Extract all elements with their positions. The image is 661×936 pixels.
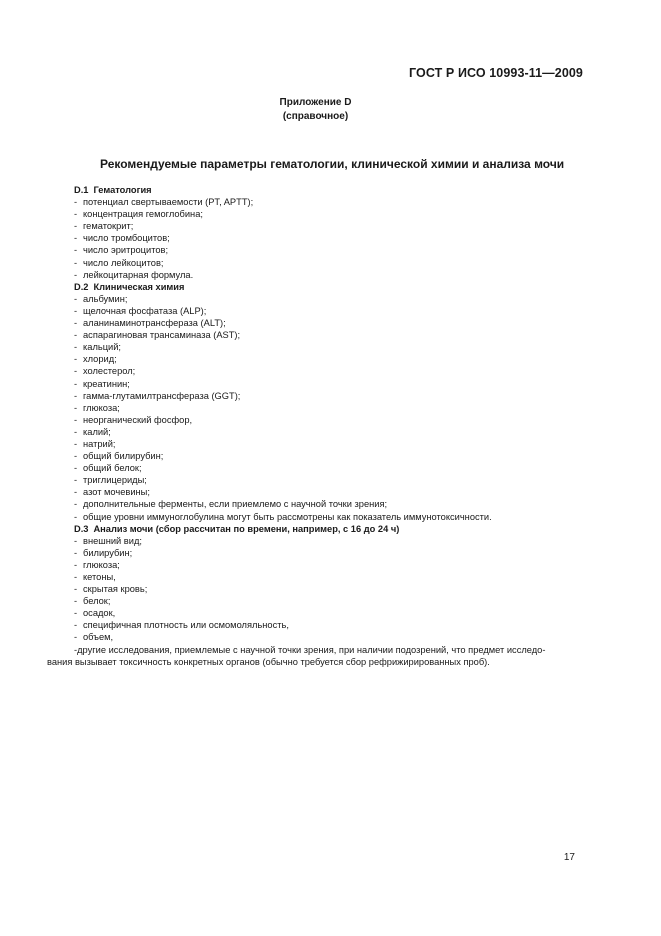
list-dash: - [74, 318, 78, 329]
list-item-text: число лейкоцитов; [83, 257, 164, 268]
list-item [74, 571, 584, 583]
section-title: Клиническая химия [93, 281, 185, 292]
list-dash: - [74, 233, 78, 244]
list-dash: - [74, 342, 78, 353]
list-item-text: глюкоза; [83, 559, 120, 570]
list-dash: - [74, 293, 78, 304]
list-item-text: число тромбоцитов; [83, 233, 170, 244]
list-item-text: объем, [83, 632, 114, 643]
list-item [74, 583, 584, 595]
list-dash: - [74, 438, 78, 449]
list-item-text: скрытая кровь; [83, 584, 148, 595]
section-list-d3 [74, 535, 584, 644]
list-dash: - [74, 366, 78, 377]
list-item-text: кетоны, [83, 572, 116, 582]
list-item [74, 402, 584, 414]
section-heading-d1 [74, 184, 584, 196]
list-dash: - [74, 620, 78, 631]
list-dash: - [74, 632, 78, 643]
list-item-text: альбумин; [83, 293, 128, 304]
list-item [74, 426, 584, 438]
list-item-text: белок; [83, 596, 111, 607]
list-item-text: общий билирубин; [83, 451, 164, 462]
document-title: Рекомендуемые параметры гематологии, клинической химии и анализа мочи [100, 157, 565, 171]
list-item [74, 486, 584, 498]
list-item-text: щелочная фосфатаза (ALP); [83, 305, 207, 316]
list-item-text: специфичная плотность или осмомоляльность, [83, 620, 289, 631]
list-item [74, 559, 584, 571]
list-item [74, 498, 584, 510]
list-item [74, 257, 584, 269]
list-item [74, 244, 584, 256]
list-dash: - [74, 559, 78, 570]
list-item [74, 293, 584, 305]
list-dash: - [74, 305, 78, 316]
section-title: Анализ мочи (сбор рассчитан по времени, например, с 16 до 24 ч) [93, 523, 400, 534]
list-item [74, 390, 584, 402]
list-item-text: креатинин; [83, 378, 130, 389]
section-number: D.1 [74, 185, 89, 195]
section-heading-d2 [74, 281, 584, 293]
list-dash: - [74, 257, 78, 268]
list-item-text: натрий; [83, 438, 116, 449]
section-list-d2 [74, 293, 584, 523]
list-dash: - [74, 451, 78, 462]
list-item-text: лейкоцитарная формула. [83, 269, 194, 280]
list-item [74, 450, 584, 462]
list-dash: - [74, 221, 78, 232]
list-item-text: аспарагиновая трансаминаза (AST); [83, 330, 241, 341]
list-dash: - [74, 197, 78, 208]
list-item [74, 414, 584, 426]
list-dash: - [74, 596, 78, 607]
list-dash: - [74, 572, 78, 582]
annex-subtitle: (справочное) [282, 111, 349, 122]
list-dash: - [74, 608, 78, 619]
section-list-d1 [74, 196, 584, 281]
list-item-text: кальций; [83, 342, 122, 353]
list-item [74, 269, 584, 281]
list-dash: - [74, 245, 78, 256]
list-item [74, 378, 584, 390]
list-item-text: осадок, [83, 608, 116, 619]
list-item [74, 462, 584, 474]
list-item [74, 329, 584, 341]
list-dash: - [74, 402, 78, 413]
list-item [74, 196, 584, 208]
list-item [74, 438, 584, 450]
list-item-text: триглицериды; [83, 475, 147, 486]
list-item [74, 353, 584, 365]
list-item-text: азот мочевины; [83, 487, 150, 498]
list-item-text: гамма-глутамилтрансфераза (GGT); [83, 390, 241, 401]
list-dash: - [74, 390, 78, 401]
list-item-text: потенциал свертываемости (PT, APTT); [83, 197, 254, 208]
list-dash: - [74, 354, 78, 365]
page-number: 17 [563, 852, 575, 863]
list-dash: - [74, 644, 78, 655]
list-item-text: билирубин; [83, 547, 133, 558]
list-item-text: аланинаминотрансфераза (ALT); [83, 318, 226, 329]
list-dash: - [74, 378, 78, 389]
list-item-text: неорганический фосфор, [83, 414, 193, 425]
list-item-text: дополнительные ферменты, если приемлемо с научной точки зрения; [83, 499, 388, 510]
list-item [74, 619, 584, 631]
list-item [74, 631, 584, 643]
list-dash: - [74, 414, 78, 425]
list-item [74, 220, 584, 232]
list-item-text: внешний вид; [83, 535, 142, 546]
list-dash: - [74, 535, 78, 546]
list-item-text: число эритроцитов; [83, 245, 169, 256]
document-body [47, 184, 584, 668]
list-item-text: общие уровни иммуноглобулина могут быть рассмотрены как показатель иммунотоксичности. [83, 511, 492, 522]
list-dash: - [74, 330, 78, 341]
section-number: D.3 [74, 523, 89, 534]
list-item [74, 595, 584, 607]
section-number: D.2 [74, 281, 89, 292]
list-item-text: общий белок; [83, 463, 142, 474]
list-item [74, 607, 584, 619]
standard-designation: ГОСТ Р ИСО 10993-11—2009 [408, 66, 583, 80]
list-dash: - [74, 475, 78, 486]
list-item-text: калий; [83, 426, 111, 437]
list-item [74, 341, 584, 353]
annex-heading [0, 96, 661, 124]
list-dash: - [74, 269, 78, 280]
list-item-text: холестерол; [83, 366, 136, 377]
list-item [74, 474, 584, 486]
list-dash: - [74, 463, 78, 474]
list-dash: - [74, 547, 78, 558]
list-item [74, 535, 584, 547]
list-dash: - [74, 499, 78, 510]
list-item [74, 547, 584, 559]
list-item [74, 317, 584, 329]
list-item-text: гематокрит; [83, 221, 134, 232]
list-item [74, 511, 584, 523]
list-dash: - [74, 487, 78, 498]
list-item [74, 208, 584, 220]
list-dash: - [74, 584, 78, 595]
list-item [74, 365, 584, 377]
list-item-text: концентрация гемоглобина; [83, 209, 203, 220]
section-heading-d3 [74, 523, 584, 535]
list-item-text: хлорид; [83, 354, 117, 365]
list-item-text: другие исследования, приемлемые с научной точки зрения, при наличии подозрений, что предмет исследо- [77, 644, 546, 655]
list-item-continuation: вания вызывает токсичность конкретных органов (обычно требуется сбор рефрижирированных проб). [47, 656, 490, 667]
list-item [74, 232, 584, 244]
section-title: Гематология [93, 185, 152, 195]
list-item [74, 305, 584, 317]
list-item-text: глюкоза; [83, 402, 120, 413]
annex-title: Приложение D [279, 97, 352, 108]
list-item [74, 644, 584, 656]
list-dash: - [74, 209, 78, 220]
list-dash: - [74, 511, 78, 522]
list-dash: - [74, 426, 78, 437]
